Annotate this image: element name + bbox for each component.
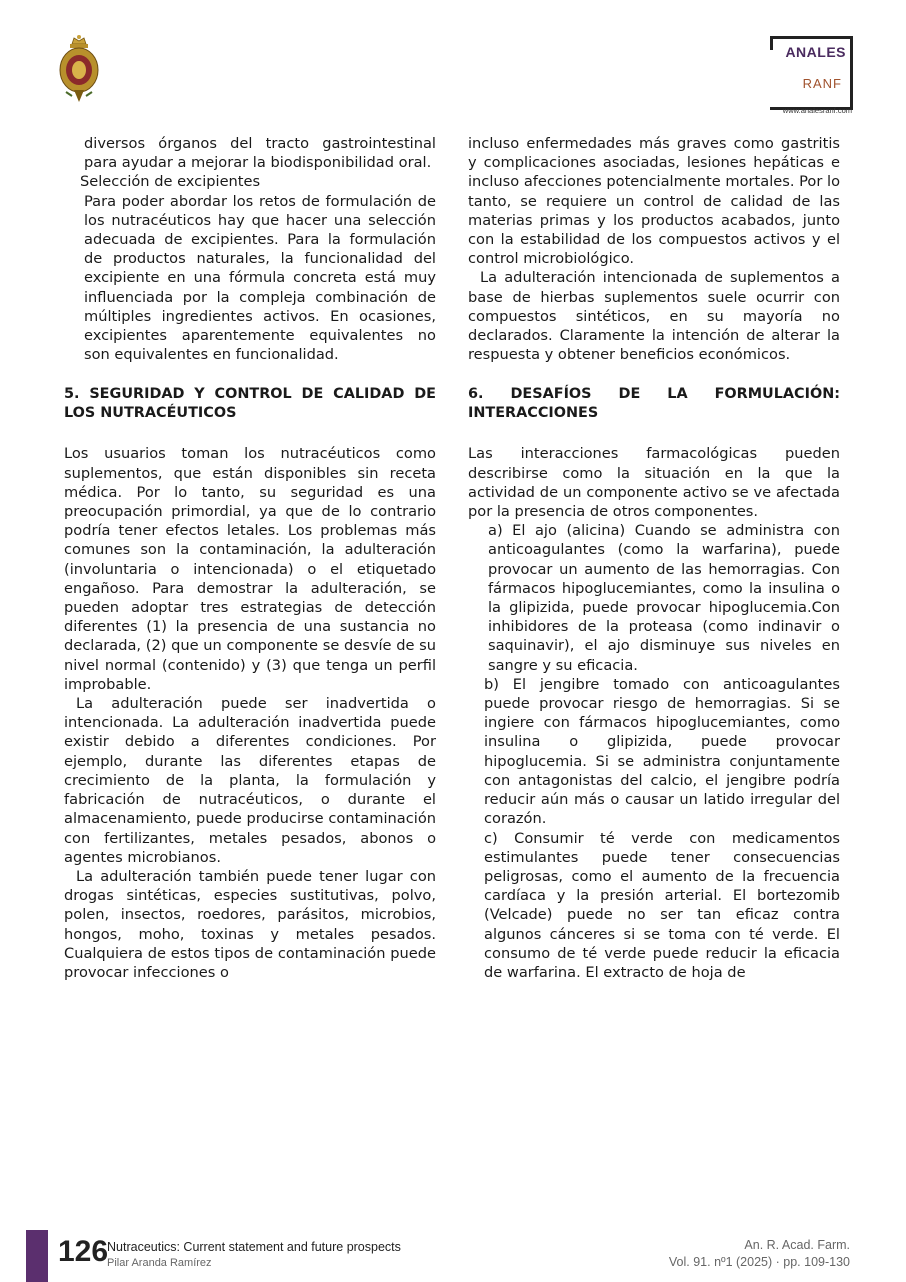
logo-url[interactable]: www.analesranf.com [782,106,852,115]
footer-accent-bar [26,1230,48,1282]
journal-name: An. R. Acad. Farm. [744,1238,850,1252]
left-column [64,134,436,982]
journal-volume: Vol. 91. nº1 (2025) · pp. 109-130 [668,1255,850,1269]
section-heading-5: 5. SEGURIDAD Y CONTROL DE CALIDAD DE LOS NUTRACÉUTICOS [64,386,436,422]
paragraph: Los usuarios toman los nutracéuticos como suplementos, que están disponibles sin receta médica. Por lo tanto, su seguridad es una preocupación primordial, ya que de lo contrario podría tener efectos letales. Los problemas más comunes son la contaminación, la adulteración (involuntaria o intencionada) o el etiquetado engañoso. Para demostrar la adulteración, se pueden adoptar tres estrategias de detección diferentes (1) la presencia de una sustancia no declarada, (2) que un componente se desvíe de su nivel normal (contenido) y (3) que tenga un perfil improbable. [64,445,436,693]
logo-subtitle: RANF [802,76,842,91]
subheading-excipients: Selección de excipientes [80,173,261,191]
list-item-a: a) El ajo (alicina) Cuando se administra con anticoagulantes (como la warfarina), puede provocar un aumento de las hemorragias. Con fármacos hipoglucemiantes, como la insulina o la glipizida, puede provocar hipoglucemia.Con inhibidores de la proteasa (como indinavir o saquinavir), el ajo disminuye sus niveles en sangre y su eficacia. [488,522,840,674]
paragraph: La adulteración también puede tener lugar con drogas sintéticas, especies sustitutivas, polvo, polen, insectos, roedores, parásitos, microbios, hongos, moho, toxinas y metales pesados. Cualquiera de estos tipos de contaminación puede provocar infecciones o [64,867,436,981]
section-heading-6: 6. DESAFÍOS DE LA FORMULACIÓN: INTERACCIONES [468,386,840,422]
list-item-b: b) El jengibre tomado con anticoagulantes puede provocar riesgo de hemorragias. Si se ingiere con fármacos hipoglucemiantes, como insulina o glipizida, puede provocar hipoglucemia. Si se administra conjuntamente con antagonistas del calcio, el jengibre podría reducir aún más o causar un latido irregular del corazón. [484,675,840,828]
page-number: 126 [58,1235,109,1268]
list-item-c: c) Consumir té verde con medicamentos estimulantes puede tener consecuencias peligrosas, como el aumento de la frecuencia cardíaca y la presión arterial. El bortezomib (Velcade) puede no ser tan eficaz contra algunos cánceres si se toma con té verde. El consumo de té verde puede reducir la eficacia de warfarina. El extracto de hoja de [484,829,840,981]
paragraph: diversos órganos del tracto gastrointestinal para ayudar a mejorar la biodisponibilidad oral. [84,135,436,172]
paragraph: incluso enfermedades más graves como gastritis y complicaciones asociadas, lesiones hepáticas e incluso afecciones potencialmente mortales. Por lo tanto, se requiere un control de calidad de las materias primas y los productos acabados, junto con la estabilidad de los compuestos activos y el control microbiológico. [468,135,840,268]
paragraph: La adulteración intencionada de suplementos a base de hierbas suplementos suele ocurrir con compuestos sintéticos, en su mayoría no declarados. Claramente la intención de alterar la respuesta y obtener beneficios económicos. [468,269,840,364]
journal-logo[interactable] [740,36,852,116]
article-author: Pilar Aranda Ramírez [107,1257,212,1269]
paragraph: La adulteración puede ser inadvertida o intencionada. La adulteración inadvertida puede existir debido a diferentes condiciones. Por ejemplo, durante las diferentes etapas de crecimiento de la planta, la formulación y fabricación de nutracéuticos, o durante el almacenamiento, puede producirse contaminación con fertilizantes, metales pesados, abonos o agentes microbianos. [64,695,436,866]
paragraph: Las interacciones farmacológicas pueden describirse como la situación en la que la actividad de un componente activo se ve afectada por la presencia de otros componentes. [468,445,840,521]
logo-frame-tick [770,36,773,50]
paragraph: Para poder abordar los retos de formulación de los nutracéuticos hay que hacer una selección adecuada de excipientes. Para la formulación de productos naturales, la funcionalidad del excipiente en una fórmula concreta está muy influenciada por la compleja combinación de múltiples ingredientes activos. En ocasiones, excipientes aparentemente equivalentes no son equivalentes en funcionalidad. [84,192,436,364]
right-column [468,134,840,982]
academy-crest [54,34,104,106]
article-title: Nutraceutics: Current statement and future prospects [107,1240,401,1254]
logo-title: ANALES [785,44,846,60]
